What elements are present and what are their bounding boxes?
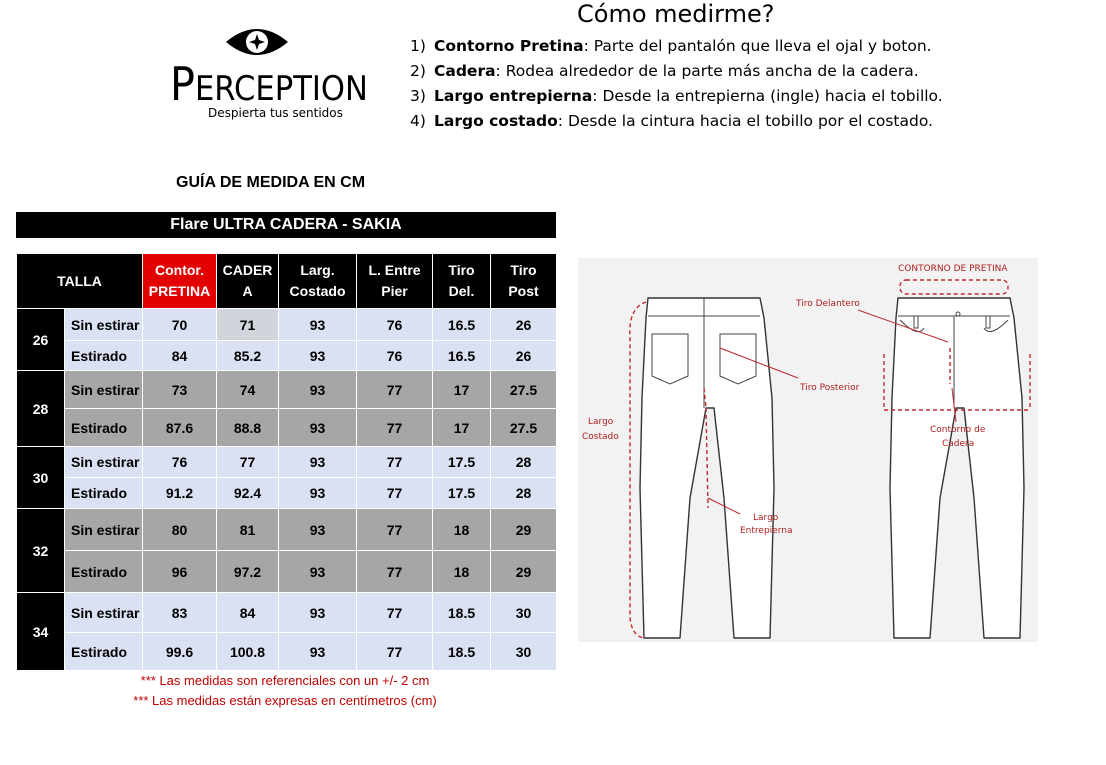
measure-cell: 18 xyxy=(433,551,491,593)
measure-cell: 17.5 xyxy=(433,447,491,478)
condition-cell: Sin estirar xyxy=(65,371,143,409)
measure-cell: 91.2 xyxy=(143,478,217,509)
measure-cell: 84 xyxy=(217,593,279,633)
measure-cell: 97.2 xyxy=(217,551,279,593)
condition-cell: Sin estirar xyxy=(65,309,143,341)
measure-cell: 93 xyxy=(279,341,357,371)
measure-cell: 93 xyxy=(279,309,357,341)
condition-cell: Estirado xyxy=(65,551,143,593)
measure-cell: 18.5 xyxy=(433,633,491,671)
measure-cell: 77 xyxy=(357,478,433,509)
measure-cell: 77 xyxy=(217,447,279,478)
header-tiro-delantero: Tiro Del. xyxy=(433,254,491,309)
label-entrepierna: Entrepierna xyxy=(740,526,793,536)
measure-cell: 17.5 xyxy=(433,478,491,509)
size-cell: 30 xyxy=(17,447,65,509)
size-table xyxy=(16,253,557,671)
measure-cell: 77 xyxy=(357,409,433,447)
measure-cell: 30 xyxy=(491,633,557,671)
measure-cell: 77 xyxy=(357,551,433,593)
measure-cell: 77 xyxy=(357,633,433,671)
note-tolerance: *** Las medidas son referenciales con un +/- 2 cm xyxy=(140,673,430,688)
measure-cell: 93 xyxy=(279,551,357,593)
measure-cell: 26 xyxy=(491,341,557,371)
condition-cell: Estirado xyxy=(65,409,143,447)
measure-cell: 76 xyxy=(143,447,217,478)
measure-cell: 76 xyxy=(357,341,433,371)
measure-cell: 93 xyxy=(279,509,357,551)
pants-measurement-diagram xyxy=(578,258,1038,642)
measure-cell: 93 xyxy=(279,593,357,633)
measure-cell: 93 xyxy=(279,409,357,447)
header-largo-entrepierna: L. Entre Pier xyxy=(357,254,433,309)
measure-cell: 17 xyxy=(433,371,491,409)
guide-title: GUÍA DE MEDIDA EN CM xyxy=(176,174,366,191)
measure-cell: 18 xyxy=(433,509,491,551)
brand-tagline: Despierta tus sentidos xyxy=(208,106,343,120)
size-cell: 26 xyxy=(17,309,65,371)
measure-cell: 71 xyxy=(217,309,279,341)
how-to-title: Cómo medirme? xyxy=(577,0,775,28)
measure-cell: 85.2 xyxy=(217,341,279,371)
table-row xyxy=(17,409,557,447)
table-row xyxy=(17,478,557,509)
measure-cell: 81 xyxy=(217,509,279,551)
table-row xyxy=(17,309,557,341)
measure-cell: 87.6 xyxy=(143,409,217,447)
label-tiro-delantero: Tiro Delantero xyxy=(796,299,860,309)
measure-cell: 92.4 xyxy=(217,478,279,509)
measure-cell: 28 xyxy=(491,478,557,509)
measure-cell: 93 xyxy=(279,633,357,671)
how-to-item: 4) Largo costado: Desde la cintura hacia el tobillo por el costado. xyxy=(410,112,933,130)
measure-cell: 18.5 xyxy=(433,593,491,633)
measure-cell: 93 xyxy=(279,447,357,478)
measure-cell: 96 xyxy=(143,551,217,593)
header-largo-costado: Larg. Costado xyxy=(279,254,357,309)
model-title-bar: Flare ULTRA CADERA - SAKIA xyxy=(16,212,556,238)
table-row xyxy=(17,371,557,409)
measure-cell: 84 xyxy=(143,341,217,371)
table-row xyxy=(17,551,557,593)
measure-cell: 99.6 xyxy=(143,633,217,671)
how-to-item: 2) Cadera: Rodea alrededor de la parte más ancha de la cadera. xyxy=(410,62,919,80)
measure-cell: 80 xyxy=(143,509,217,551)
table-row xyxy=(17,633,557,671)
measure-cell: 77 xyxy=(357,371,433,409)
label-contorno-de: Contorno de xyxy=(930,425,986,435)
table-header-row xyxy=(17,254,557,309)
measure-cell: 74 xyxy=(217,371,279,409)
label-largo: Largo xyxy=(588,417,614,427)
condition-cell: Sin estirar xyxy=(65,509,143,551)
table-row xyxy=(17,509,557,551)
measure-cell: 70 xyxy=(143,309,217,341)
measure-cell: 16.5 xyxy=(433,341,491,371)
measure-cell: 77 xyxy=(357,593,433,633)
measure-cell: 73 xyxy=(143,371,217,409)
header-cadera: CADER A xyxy=(217,254,279,309)
table-row xyxy=(17,593,557,633)
label-tiro-posterior: Tiro Posterior xyxy=(800,383,860,393)
measure-cell: 27.5 xyxy=(491,371,557,409)
measure-cell: 30 xyxy=(491,593,557,633)
measure-cell: 93 xyxy=(279,371,357,409)
eye-logo-icon xyxy=(224,22,290,62)
condition-cell: Estirado xyxy=(65,478,143,509)
brand-wordmark: PERCEPTION xyxy=(170,57,368,111)
measure-cell: 76 xyxy=(357,309,433,341)
measure-cell: 27.5 xyxy=(491,409,557,447)
how-to-item: 3) Largo entrepierna: Desde la entrepierna (ingle) hacia el tobillo. xyxy=(410,87,943,105)
condition-cell: Estirado xyxy=(65,633,143,671)
measure-cell: 29 xyxy=(491,509,557,551)
header-tiro-posterior: Tiro Post xyxy=(491,254,557,309)
size-cell: 34 xyxy=(17,593,65,671)
measure-cell: 77 xyxy=(357,509,433,551)
how-to-item: 1) Contorno Pretina: Parte del pantalón que lleva el ojal y boton. xyxy=(410,37,932,55)
measure-cell: 28 xyxy=(491,447,557,478)
note-units: *** Las medidas están expresas en centímetros (cm) xyxy=(133,693,437,708)
measure-cell: 93 xyxy=(279,478,357,509)
measure-cell: 29 xyxy=(491,551,557,593)
label-cadera: Cadera xyxy=(942,439,975,449)
measure-cell: 88.8 xyxy=(217,409,279,447)
table-row xyxy=(17,447,557,478)
measure-cell: 77 xyxy=(357,447,433,478)
measure-cell: 83 xyxy=(143,593,217,633)
how-to-list xyxy=(410,34,943,134)
label-contorno-pretina: CONTORNO DE PRETINA xyxy=(898,264,1008,274)
condition-cell: Estirado xyxy=(65,341,143,371)
table-row xyxy=(17,341,557,371)
size-cell: 28 xyxy=(17,371,65,447)
measure-cell: 100.8 xyxy=(217,633,279,671)
label-largo-entrepierna-1: Largo xyxy=(753,513,779,523)
label-costado: Costado xyxy=(582,432,619,442)
measure-cell: 17 xyxy=(433,409,491,447)
header-talla: TALLA xyxy=(17,254,143,309)
condition-cell: Sin estirar xyxy=(65,593,143,633)
size-cell: 32 xyxy=(17,509,65,593)
condition-cell: Sin estirar xyxy=(65,447,143,478)
header-contorno-pretina: Contor. PRETINA xyxy=(143,254,217,309)
measure-cell: 16.5 xyxy=(433,309,491,341)
measure-cell: 26 xyxy=(491,309,557,341)
